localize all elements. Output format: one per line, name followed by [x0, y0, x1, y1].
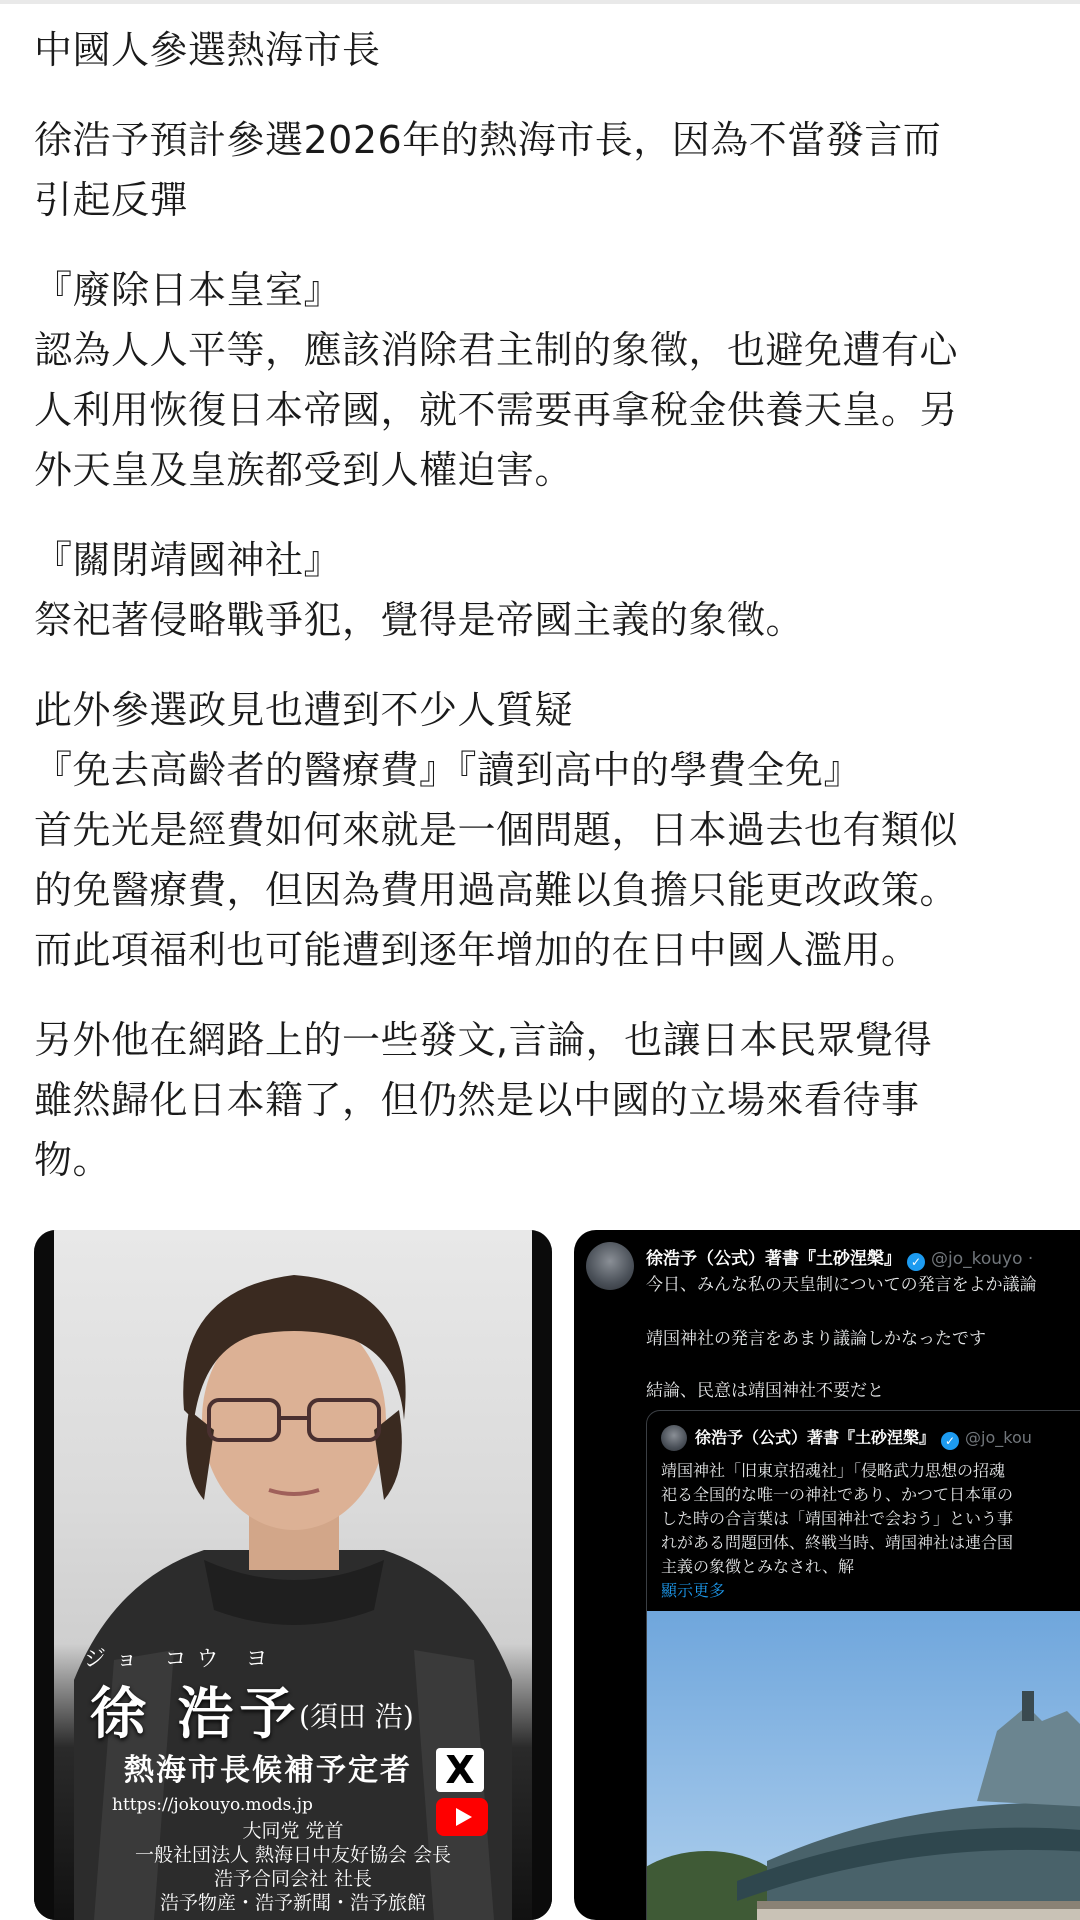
poster-role: 熱海市長候補予定者 — [124, 1753, 412, 1788]
post-paragraph-line: 的免醫療費，但因為費用過高難以負擔只能更改政策。 — [34, 868, 959, 912]
post-paragraph-line: 而此項福利也可能遭到逐年增加的在日中國人濫用。 — [34, 928, 920, 972]
quoted-tweet-author: 徐浩予（公式）著書『土砂涅槃』 — [695, 1428, 936, 1447]
tweet-author: 徐浩予（公式）著書『土砂涅槃』 — [646, 1249, 901, 1269]
tweet-header — [646, 1244, 1033, 1271]
verified-badge-icon: ✓ — [941, 1432, 959, 1450]
poster-url: https://jokouyo.mods.jp — [112, 1795, 313, 1815]
poster-image-card[interactable] — [34, 1230, 552, 1920]
quoted-tweet-header — [695, 1425, 1032, 1450]
avatar — [586, 1242, 634, 1290]
shrine-photo — [647, 1611, 1080, 1920]
avatar — [661, 1425, 687, 1451]
policy-headings: 『免去高齡者的醫療費』『讀到高中的學費全免』 — [34, 748, 863, 792]
quoted-tweet-handle: @jo_kou — [965, 1428, 1032, 1447]
post-paragraph-line: 此外參選政見也遭到不少人質疑 — [34, 688, 574, 732]
x-logo-icon: X — [436, 1748, 484, 1792]
poster-frame-left — [34, 1230, 54, 1920]
quoted-tweet-line: した時の合言葉は「靖国神社で会おう」という事 — [661, 1509, 1014, 1528]
poster-association: 一般社団法人 熱海日中友好協会 会長 — [134, 1844, 452, 1866]
poster-frame-right — [532, 1230, 552, 1920]
poster-candidate-name: 徐 浩予 — [90, 1681, 302, 1747]
post-intro-line: 引起反彈 — [34, 178, 189, 222]
media-gallery — [34, 1230, 1080, 1920]
post-intro-line: 徐浩予預計參選2026年的熱海市長，因為不當發言而 — [34, 118, 942, 162]
quoted-tweet-line: 靖国神社「旧東京招魂社」「侵略武力思想の招魂 — [661, 1461, 1006, 1480]
quoted-tweet-line: 主義の象徴とみなされ、解 — [661, 1557, 854, 1576]
section-heading-abolish-imperial: 『廢除日本皇室』 — [34, 268, 343, 312]
post-paragraph-line: 認為人人平等，應該消除君主制的象徵，也避免遭有心 — [34, 328, 959, 372]
quoted-tweet-text — [661, 1459, 1080, 1603]
post-paragraph-line: 祭祀著侵略戰爭犯，覺得是帝國主義的象徵。 — [34, 598, 805, 642]
quoted-tweet-line: れがある問題団体、終戦当時、靖国神社は連合国 — [661, 1533, 1014, 1552]
poster-party: 大同党 党首 — [242, 1820, 344, 1842]
post-paragraph-line: 人利用恢復日本帝國，就不需要再拿稅金供養天皇。另 — [34, 388, 959, 432]
post-paragraph-line: 另外他在網路上的一些發文,言論，也讓日本民眾覺得 — [34, 1018, 933, 1062]
post-paragraph-line: 物。 — [34, 1138, 112, 1182]
poster-alias: (須田 浩) — [299, 1700, 414, 1733]
tweet-handle: @jo_kouyo · — [931, 1249, 1034, 1269]
poster-businesses: 浩予物産・浩予新聞・浩予旅館 — [159, 1892, 426, 1914]
tweet-text-line: 今日、みんな私の天皇制についての発言をよか議論 — [646, 1275, 1037, 1295]
tweet-text-line: 靖国神社の発言をあまり議論しかなったです — [646, 1329, 986, 1349]
post-title: 中國人參選熱海市長 — [34, 28, 381, 72]
tweet-text-line: 結論、民意は靖国神社不要だと — [646, 1381, 884, 1401]
quoted-tweet-line: 祀る全国的な唯一の神社であり、かつて日本軍の — [661, 1485, 1014, 1504]
section-heading-close-shrine: 『關閉靖國神社』 — [34, 538, 343, 582]
post-body — [34, 20, 1044, 1190]
quoted-tweet[interactable] — [646, 1410, 1080, 1920]
show-more-link[interactable]: 顯示更多 — [661, 1581, 726, 1600]
tweet-image-card[interactable] — [574, 1230, 1080, 1920]
post-paragraph-line: 雖然歸化日本籍了，但仍然是以中國的立場來看待事 — [34, 1078, 920, 1122]
post-paragraph-line: 首先光是經費如何來就是一個問題，日本過去也有類似 — [34, 808, 959, 852]
post-paragraph-line: 外天皇及皇族都受到人權迫害。 — [34, 448, 574, 492]
top-divider — [0, 0, 1080, 4]
poster-company: 浩予合同会社 社長 — [213, 1868, 373, 1890]
verified-badge-icon: ✓ — [907, 1253, 925, 1271]
poster-furigana: ジョ コウ ヨ — [84, 1647, 278, 1672]
